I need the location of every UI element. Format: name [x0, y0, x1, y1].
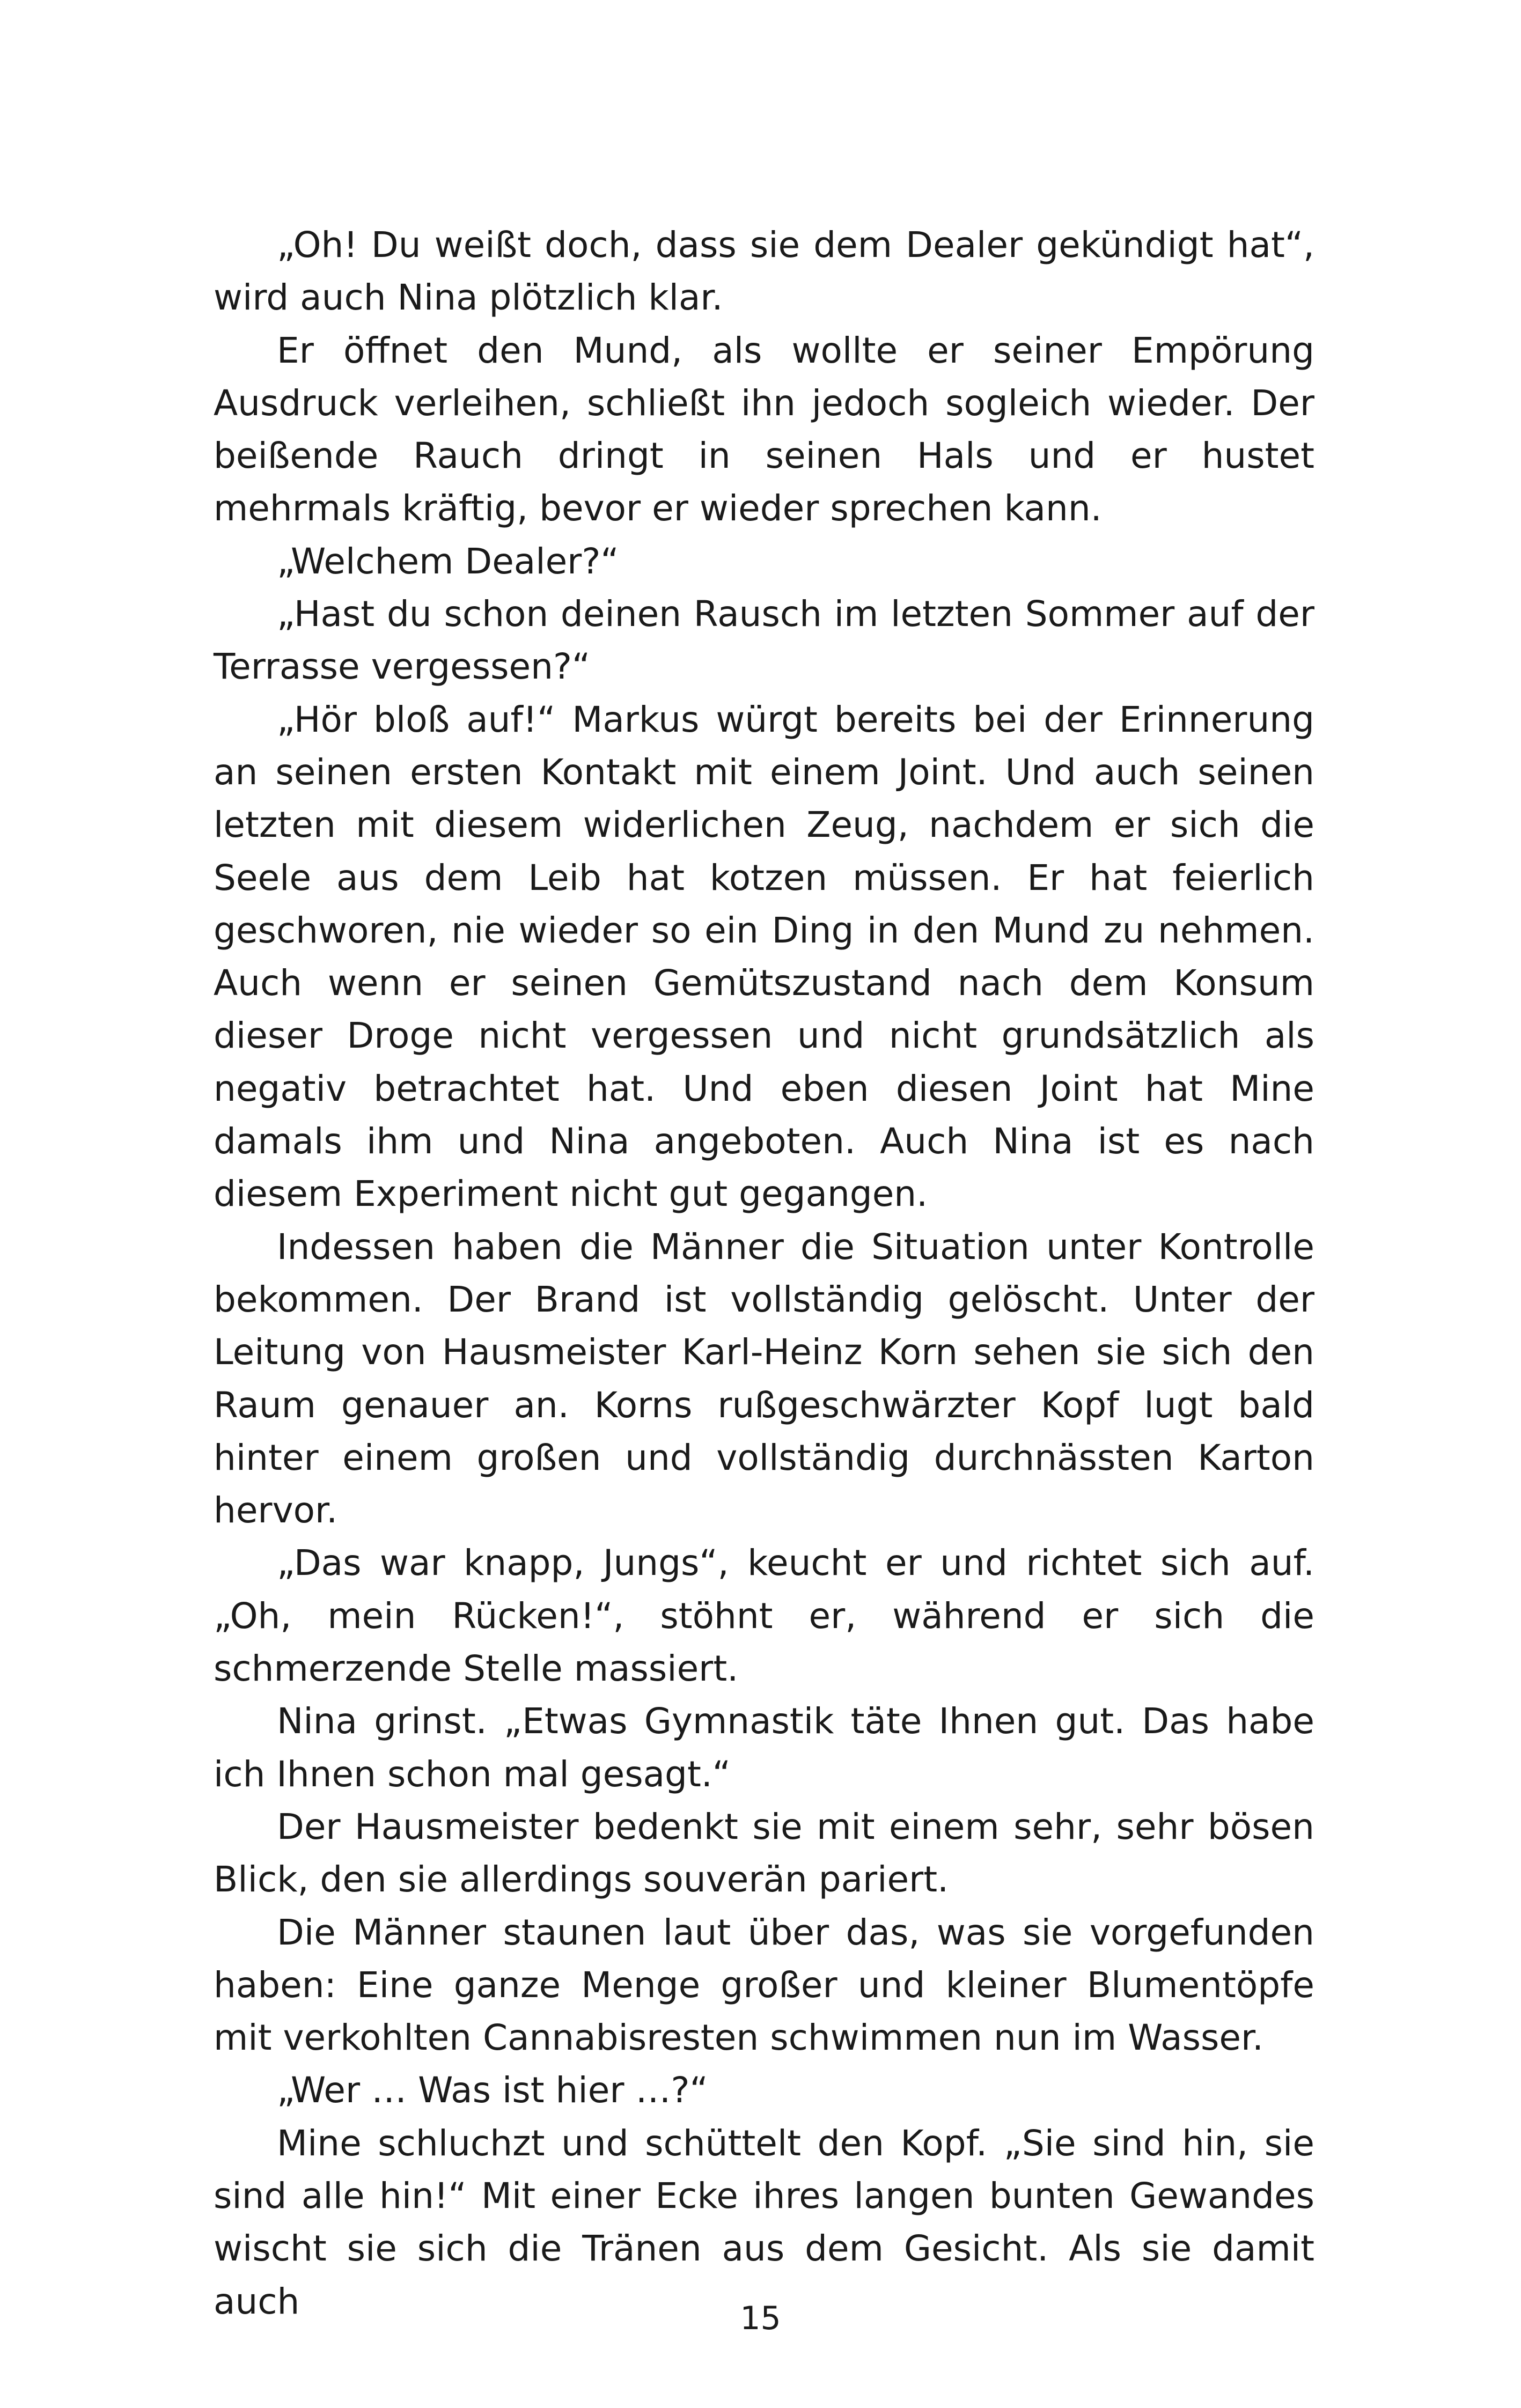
paragraph: „Hör bloß auf!“ Markus würgt bereits bei der Erinnerung an seinen ersten Kontakt mit einem Joint. Und auch seinen letzten mit diesem widerlichen Zeug, nachdem er sich die Seele aus dem Leib hat kotzen müssen. Er hat feierlich geschworen, nie wieder so ein Ding in den Mund zu nehmen. Auch wenn er seinen Gemütszustand nach dem Konsum dieser Droge nicht vergessen und nicht grundsätzlich als negativ betrachtet hat. Und eben diesen Joint hat Mine damals ihm und Nina angeboten. Auch Nina ist es nach diesem Experiment nicht gut gegangen. [214, 698, 1314, 1215]
paragraph: Die Männer staunen laut über das, was sie vorgefunden haben: Eine ganze Menge großer und kleiner Blumentöpfe mit verkohlten Cannabisresten schwimmen nun im Wasser. [214, 1911, 1314, 2059]
paragraph: Nina grinst. „Etwas Gymnastik täte Ihnen gut. Das habe ich Ihnen schon mal gesagt.“ [214, 1700, 1314, 1795]
body-text [214, 219, 1314, 2328]
paragraph: „Welchem Dealer?“ [277, 540, 619, 582]
paragraph: „Hast du schon deinen Rausch im letzten Sommer auf der Terrasse vergessen?“ [214, 593, 1314, 688]
paragraph: „Wer … Was ist hier …?“ [277, 2070, 708, 2111]
paragraph: „Oh! Du weißt doch, dass sie dem Dealer gekündigt hat“, wird auch Nina plötzlich klar. [214, 224, 1314, 319]
paragraph: Er öffnet den Mund, als wollte er seiner Empörung Ausdruck verleihen, schließt ihn jedoch sogleich wieder. Der beißende Rauch dringt in seinen Hals und er hustet mehrmals kräftig, bevor er wieder sprechen kann. [214, 329, 1314, 529]
paragraph: Mine schluchzt und schüttelt den Kopf. „Sie sind hin, sie sind alle hin!“ Mit einer Ecke ihres langen bunten Gewandes wischt sie sich die Tränen aus dem Gesicht. Als sie damit auch [214, 2122, 1314, 2322]
paragraph: Indessen haben die Männer die Situation unter Kontrolle bekommen. Der Brand ist vollständig gelöscht. Unter der Leitung von Hausmeister Karl-Heinz Korn sehen sie sich den Raum genauer an. Korns rußgeschwärzter Kopf lugt bald hinter einem großen und vollständig durchnässten Karton hervor. [214, 1226, 1314, 1531]
page-number: 15 [740, 2300, 781, 2337]
paragraph: Der Hausmeister bedenkt sie mit einem sehr, sehr bösen Blick, den sie allerdings souverän pariert. [214, 1806, 1314, 1901]
paragraph: „Das war knapp, Jungs“, keucht er und richtet sich auf. „Oh, mein Rücken!“, stöhnt er, während er sich die schmerzende Stelle massiert. [214, 1542, 1314, 1690]
